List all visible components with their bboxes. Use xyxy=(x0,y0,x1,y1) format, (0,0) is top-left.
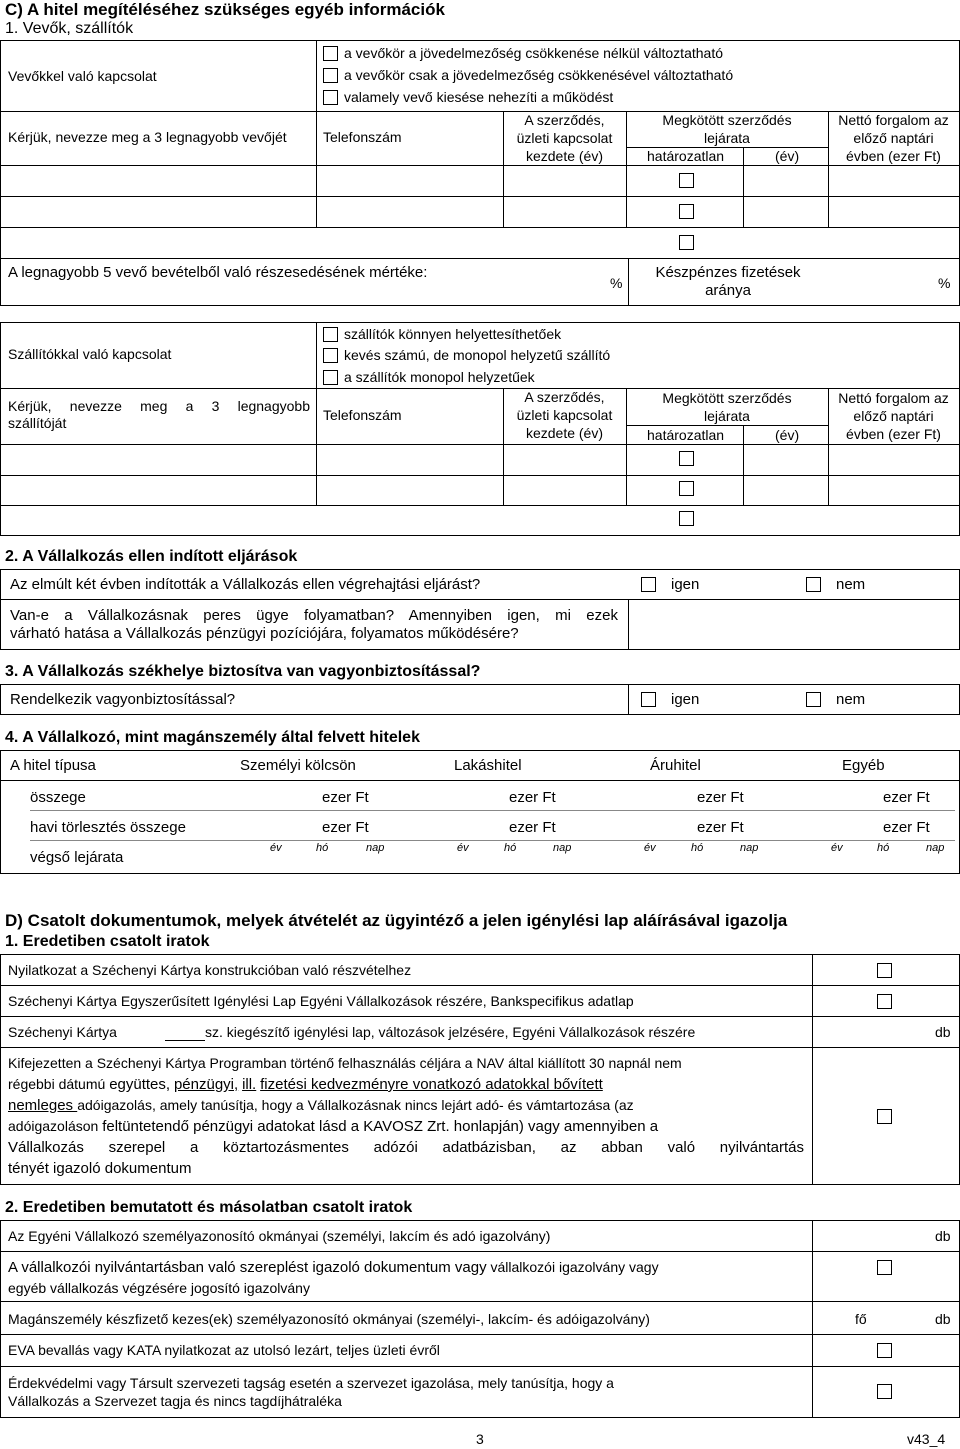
doc-membership-checkbox[interactable] xyxy=(877,1384,892,1399)
expiry-other-year: év xyxy=(831,842,843,854)
enforcement-no-checkbox[interactable] xyxy=(806,577,821,592)
expiry-consumer-month: hó xyxy=(691,842,704,854)
amount-other-unit: ezer Ft xyxy=(883,789,930,806)
suppliers-option-2-label: kevés számú, de monopol helyzetű szállító xyxy=(344,347,611,363)
buyer-2-indefinite-checkbox[interactable] xyxy=(679,204,694,219)
suppliers-contract-start-header: A szerződés, üzleti kapcsolat kezdete (év) xyxy=(516,389,613,441)
buyers-option-1-label: a vevőkör a jövedelmezőség csökkenése nélkül változtatható xyxy=(344,45,723,61)
buyers-year-header: (év) xyxy=(775,148,800,164)
cash-payments-percent: % xyxy=(938,275,951,291)
insurance-heading: 3. A Vállalkozás székhelye biztosítva van vagyonbiztosítással? xyxy=(5,663,481,680)
repay-other-unit: ezer Ft xyxy=(883,819,930,836)
buyers-contract-start-header: A szerződés, üzleti kapcsolat kezdete (év) xyxy=(516,112,613,164)
expiry-personal-year: év xyxy=(270,842,282,854)
suppliers-relation-label: Szállítókkal való kapcsolat xyxy=(8,346,172,362)
expiry-personal-day: nap xyxy=(366,842,385,854)
page-number: 3 xyxy=(476,1431,484,1447)
expiry-consumer-day: nap xyxy=(740,842,759,854)
loans-heading: 4. A Vállalkozó, mint magánszemély által felvett hitelek xyxy=(5,729,420,746)
doc-registry: A vállalkozói nyilvántartásban való szereplést igazoló dokumentum vagy vállalkozói igazolvány vagy egyéb vállalkozás végzésére jogosító igazolvány xyxy=(8,1259,659,1296)
loan-repayment-label: havi törlesztés összege xyxy=(30,819,186,836)
suppliers-option-3-checkbox[interactable] xyxy=(323,370,338,385)
loan-expiry-label: végső lejárata xyxy=(30,849,124,866)
section-d-heading: D) Csatolt dokumentumok, melyek átvételét az ügyintéző a jelen igénylési lap aláírásával igazolja xyxy=(5,911,788,930)
doc-membership: Érdekvédelmi vagy Társult szervezeti tagság esetén a szervezet igazolása, mely tanúsítja, hogy a Vállalkozás a Szervezet tagja és nincs tagdíjhátraléka xyxy=(8,1375,614,1409)
buyer-3-indefinite-checkbox[interactable] xyxy=(679,235,694,250)
suppliers-option-3-label: a szállítók monopol helyzetűek xyxy=(344,369,535,385)
doc-registry-checkbox[interactable] xyxy=(877,1260,892,1275)
doc-supplementary-a: Széchenyi Kártya xyxy=(8,1024,117,1040)
supplier-3-indefinite-checkbox[interactable] xyxy=(679,511,694,526)
cash-payments-label: Készpénzes fizetések aránya xyxy=(655,264,801,299)
doc-eva-kata-checkbox[interactable] xyxy=(877,1343,892,1358)
repay-mortgage-unit: ezer Ft xyxy=(509,819,556,836)
buyer-share-percent: % xyxy=(610,275,623,291)
insurance-no-label: nem xyxy=(836,691,866,708)
supplier-2-indefinite-checkbox[interactable] xyxy=(679,481,694,496)
buyers-option-3-label: valamely vevő kiesése nehezíti a működést xyxy=(344,89,614,105)
consumer-loan-header: Áruhitel xyxy=(650,757,701,774)
amount-consumer-unit: ezer Ft xyxy=(697,789,744,806)
doc-eva-kata: EVA bevallás vagy KATA nyilatkozat az utolsó lezárt, teljes üzleti évről xyxy=(8,1342,440,1358)
loan-type-header: A hitel típusa xyxy=(10,757,96,774)
expiry-mortgage-month: hó xyxy=(504,842,517,854)
buyers-indefinite-header: határozatlan xyxy=(647,148,725,164)
doc-id-documents-unit: db xyxy=(935,1228,951,1244)
doc-simplified-application: Széchenyi Kártya Egyszerűsített Igénylési Lap Egyéni Vállalkozások részére, Bankspecifikus adatlap xyxy=(8,993,634,1009)
buyers-ask-label: Kérjük, nevezze meg a 3 legnagyobb vevőjét xyxy=(8,129,287,145)
other-loan-header: Egyéb xyxy=(842,757,885,774)
loan-amount-label: összege xyxy=(30,789,86,806)
suppliers-turnover-header: Nettó forgalom az előző naptári évben (ezer Ft) xyxy=(838,390,949,442)
doc-guarantor-docs-unit: db xyxy=(935,1311,951,1327)
mortgage-header: Lakáshitel xyxy=(454,757,522,774)
suppliers-year-header: (év) xyxy=(775,427,800,443)
suppliers-option-1-checkbox[interactable] xyxy=(323,327,338,342)
buyers-option-1-checkbox[interactable] xyxy=(323,46,338,61)
insurance-question: Rendelkezik vagyonbiztosítással? xyxy=(10,691,236,708)
insurance-yes-label: igen xyxy=(671,691,700,708)
doc-guarantor-ids: Magánszemély készfizető kezes(ek) személyazonosító okmányai (személyi-, lakcím- és adóigazolvány) xyxy=(8,1311,650,1327)
doc-supplementary-unit: db xyxy=(935,1024,951,1040)
doc-guarantor-persons-unit: fő xyxy=(855,1311,867,1327)
expiry-other-day: nap xyxy=(926,842,945,854)
buyers-expiry-header: Megkötött szerződés lejárata xyxy=(662,112,792,146)
expiry-consumer-year: év xyxy=(644,842,656,854)
buyers-relation-label: Vevőkkel való kapcsolat xyxy=(8,68,157,84)
enforcement-yes-checkbox[interactable] xyxy=(641,577,656,592)
section-c-heading: C) A hitel megítéléséhez szükséges egyéb információk xyxy=(5,0,445,19)
enforcement-question: Az elmúlt két évben indították a Vállalkozás ellen végrehajtási eljárást? xyxy=(10,576,481,593)
expiry-mortgage-year: év xyxy=(457,842,469,854)
amount-personal-unit: ezer Ft xyxy=(322,789,369,806)
section-d-sub1: 1. Eredetiben csatolt iratok xyxy=(5,933,210,950)
suppliers-ask-label-2: szállítóját xyxy=(8,415,67,431)
amount-mortgage-unit: ezer Ft xyxy=(509,789,556,806)
buyers-option-2-label: a vevőkör csak a jövedelmezőség csökkenésével változtatható xyxy=(344,67,734,83)
buyers-option-2-checkbox[interactable] xyxy=(323,68,338,83)
expiry-personal-month: hó xyxy=(316,842,329,854)
doc-participation-statement: Nyilatkozat a Széchenyi Kártya konstrukcióban való részvételhez xyxy=(8,962,412,978)
expiry-mortgage-day: nap xyxy=(553,842,572,854)
doc-supplementary-b: sz. kiegészítő igénylési lap, változások jelzésére, Egyéni Vállalkozások részére xyxy=(205,1024,696,1040)
lawsuit-question: Van-e a Vállalkozásnak peres ügye folyamatban? Amennyiben igen, mi ezek várható hatása a Vállalkozás pénzügyi pozíciójára, folyamatos működésére? xyxy=(10,607,618,642)
doc-nav-certificate: Kifejezetten a Széchenyi Kártya Programban történő felhasználás céljára a NAV által kiállított 30 napnál nem régebbi dátumú együttes, pénzügyi, ill. fizetési kedvezményre vonatkozó adatokkal bővített nemleges adóigazolás, amely tanúsítja, hogy a Vállalkozásnak nincs lejárt adó- és vámtartozása (az adóigazoláson feltüntetendő pénzügyi adatokat lásd a KAVOSZ Zrt. honlapján) vagy amennyiben a Vállalkozás szerepel a köztartozásmentes adózói adatbázisban, az abban való nyilvántartás tényét igazoló dokumentum xyxy=(8,1055,804,1177)
suppliers-option-2-checkbox[interactable] xyxy=(323,348,338,363)
personal-loan-header: Személyi kölcsön xyxy=(240,757,356,774)
version-label: v43_4 xyxy=(907,1431,946,1447)
suppliers-indefinite-header: határozatlan xyxy=(647,427,725,443)
buyer-1-indefinite-checkbox[interactable] xyxy=(679,173,694,188)
buyer-share-label: A legnagyobb 5 vevő bevételből való részesedésének mértéke: xyxy=(8,264,428,281)
subsection-1-heading: 1. Vevők, szállítók xyxy=(5,20,134,37)
buyers-turnover-header: Nettó forgalom az előző naptári évben (ezer Ft) xyxy=(838,112,949,164)
repay-personal-unit: ezer Ft xyxy=(322,819,369,836)
suppliers-phone-header: Telefonszám xyxy=(323,407,402,423)
suppliers-option-1-label: szállítók könnyen helyettesíthetőek xyxy=(344,326,562,342)
doc-id-documents: Az Egyéni Vállalkozó személyazonosító okmányai (személyi, lakcím és adó igazolvány) xyxy=(8,1228,551,1244)
enforcement-yes-label: igen xyxy=(671,576,700,593)
insurance-yes-checkbox[interactable] xyxy=(641,692,656,707)
doc-simplified-checkbox[interactable] xyxy=(877,994,892,1009)
buyers-phone-header: Telefonszám xyxy=(323,129,402,145)
supplier-1-indefinite-checkbox[interactable] xyxy=(679,451,694,466)
suppliers-expiry-header: Megkötött szerződés lejárata xyxy=(662,390,792,424)
doc-nav-checkbox[interactable] xyxy=(877,1109,892,1124)
proceedings-heading: 2. A Vállalkozás ellen indított eljárások xyxy=(5,548,298,565)
suppliers-ask-label: Kérjük, nevezze meg a 3 legnagyobb xyxy=(8,398,310,414)
buyers-option-3-checkbox[interactable] xyxy=(323,90,338,105)
section-d-sub2: 2. Eredetiben bemutatott és másolatban csatolt iratok xyxy=(5,1199,413,1216)
insurance-no-checkbox[interactable] xyxy=(806,692,821,707)
expiry-other-month: hó xyxy=(877,842,890,854)
enforcement-no-label: nem xyxy=(836,576,866,593)
doc-participation-checkbox[interactable] xyxy=(877,963,892,978)
repay-consumer-unit: ezer Ft xyxy=(697,819,744,836)
